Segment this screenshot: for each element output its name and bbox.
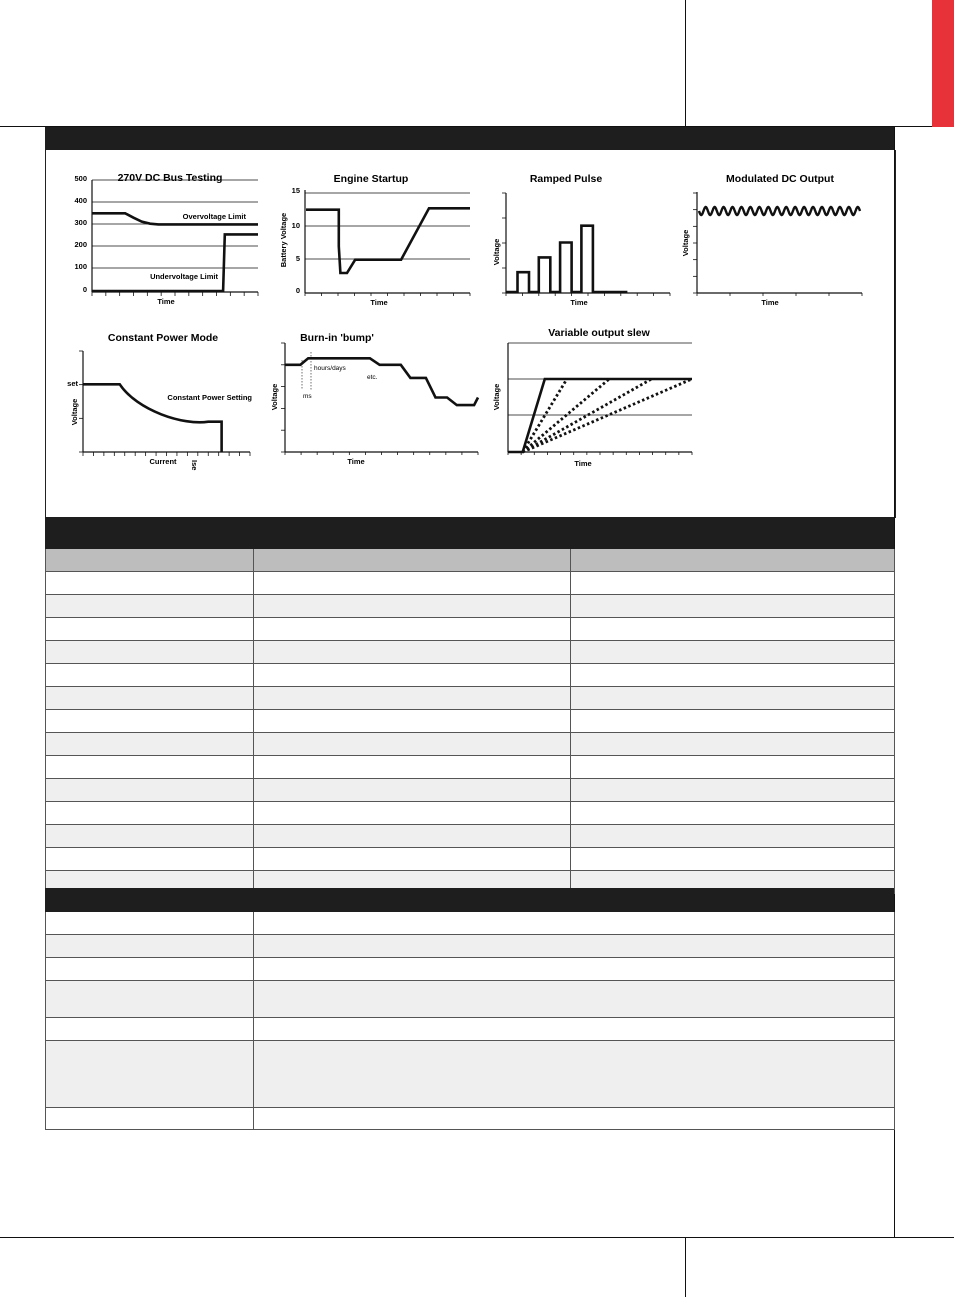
table-row (46, 710, 895, 733)
series-line-dotted (523, 379, 610, 452)
table-row (46, 802, 895, 825)
table-cell (254, 572, 571, 595)
table-cell (254, 779, 571, 802)
annotation-overvoltage: Overvoltage Limit (182, 212, 246, 221)
chart-burn-in-bump (270, 332, 478, 466)
x-axis-label: Time (570, 298, 588, 307)
table-cell (571, 825, 895, 848)
table-cell (46, 802, 254, 825)
x-axis-label: Time (157, 297, 175, 306)
table-row (46, 756, 895, 779)
table-cell (46, 664, 254, 687)
table-cell (46, 848, 254, 871)
table-row (46, 1018, 895, 1041)
x-axis-setpoint-label: Ise (190, 460, 199, 471)
series-line-undervoltage (92, 234, 258, 291)
specifications-table (45, 549, 895, 894)
table-cell (46, 572, 254, 595)
table-row (46, 641, 895, 664)
table-cell (46, 618, 254, 641)
chart-variable-slew (492, 327, 692, 468)
table-cell (46, 1018, 254, 1041)
table-cell (254, 935, 895, 958)
table-cell (254, 733, 571, 756)
table-cell (254, 1108, 895, 1130)
chart-modulated-dc (681, 173, 862, 307)
waveform-charts (0, 0, 954, 520)
y-axis-label: Voltage (492, 383, 501, 411)
table-cell (46, 1108, 254, 1130)
y-tick-label: 5 (295, 254, 300, 263)
chart-ramped-pulse (492, 173, 670, 307)
table-row (46, 1108, 895, 1130)
table-row (46, 981, 895, 1018)
y-tick-label: 500 (74, 174, 87, 183)
table-cell (254, 802, 571, 825)
table-header-row (46, 549, 895, 572)
table-cell (571, 641, 895, 664)
table-row (46, 935, 895, 958)
x-axis-label: Time (347, 457, 365, 466)
x-axis-label: Current (149, 457, 177, 466)
x-axis-label: Time (761, 298, 779, 307)
table-cell (46, 641, 254, 664)
table-cell (571, 618, 895, 641)
table-cell (46, 981, 254, 1018)
table-cell (46, 687, 254, 710)
table-cell (254, 756, 571, 779)
table-row (46, 687, 895, 710)
table-cell (571, 848, 895, 871)
table-row (46, 664, 895, 687)
series-line-dotted (523, 379, 567, 452)
chart-title: 270V DC Bus Testing (117, 172, 223, 184)
table-cell (254, 687, 571, 710)
annotation-constant-power: Constant Power Setting (167, 393, 252, 402)
table-row (46, 958, 895, 981)
series-line-dotted (523, 379, 692, 452)
annotation-undervoltage: Undervoltage Limit (150, 272, 218, 281)
table-cell (571, 756, 895, 779)
bottom-vertical-rule (685, 1237, 686, 1297)
x-axis-label: Time (370, 298, 388, 307)
table-cell (254, 710, 571, 733)
chart-engine-startup (279, 173, 470, 307)
table-cell (571, 802, 895, 825)
header-cell (254, 549, 571, 572)
section-header-specifications (45, 517, 894, 549)
chart-title: Engine Startup (333, 173, 409, 185)
chart-title: Ramped Pulse (529, 173, 603, 185)
header-cell (46, 549, 254, 572)
table-cell (46, 825, 254, 848)
table-row (46, 572, 895, 595)
annotation-ms: ms (303, 393, 312, 400)
table-row (46, 848, 895, 871)
y-tick-label: 15 (291, 186, 300, 195)
table-cell (46, 1041, 254, 1108)
y-axis-label: Battery Voltage (279, 212, 288, 268)
table-cell (571, 779, 895, 802)
series-line-ripple (699, 207, 860, 215)
table-row (46, 1041, 895, 1108)
table-row (46, 779, 895, 802)
chart-title: Constant Power Mode (107, 332, 219, 344)
series-line-pulses (506, 226, 627, 292)
table-cell (571, 687, 895, 710)
features-table (45, 912, 895, 1130)
table-cell (571, 710, 895, 733)
table-cell (46, 756, 254, 779)
chart-270v-dc-bus (74, 172, 258, 306)
chart-title: Variable output slew (548, 327, 650, 339)
x-axis-label: Time (574, 459, 592, 468)
annotation-etc: etc. (367, 374, 378, 381)
annotation-hours-days: hours/days (314, 365, 346, 372)
table-cell (254, 641, 571, 664)
table-cell (46, 958, 254, 981)
table-cell (254, 958, 895, 981)
table-cell (46, 935, 254, 958)
table-cell (254, 595, 571, 618)
table-cell (571, 733, 895, 756)
table-cell (254, 848, 571, 871)
table-cell (254, 825, 571, 848)
table-cell (254, 664, 571, 687)
section-header-features (45, 888, 894, 912)
table-cell (571, 572, 895, 595)
y-axis-label: Voltage (492, 238, 501, 266)
table-cell (254, 618, 571, 641)
y-tick-label: 200 (74, 240, 87, 249)
table-row (46, 618, 895, 641)
y-tick-label: 300 (74, 218, 87, 227)
table-cell (254, 981, 895, 1018)
table-cell (571, 595, 895, 618)
header-cell (571, 549, 895, 572)
table-cell (46, 779, 254, 802)
table-row (46, 825, 895, 848)
table-cell (46, 733, 254, 756)
chart-title: Burn-in 'bump' (300, 332, 374, 344)
y-axis-label: Voltage (70, 398, 79, 426)
y-tick-label: 100 (74, 262, 87, 271)
table-row (46, 595, 895, 618)
y-tick-label: 10 (291, 221, 300, 230)
table-row (46, 912, 895, 935)
table-cell (46, 710, 254, 733)
y-axis-label: Voltage (270, 383, 279, 411)
table-row (46, 733, 895, 756)
chart-title: Modulated DC Output (726, 173, 834, 185)
table-cell (571, 664, 895, 687)
y-axis-setpoint-label: set (67, 379, 78, 388)
y-axis-label: Voltage (681, 229, 690, 257)
y-tick-label: 0 (295, 286, 300, 295)
y-tick-label: 0 (82, 285, 87, 294)
table-cell (254, 912, 895, 935)
bottom-rule (0, 1237, 954, 1238)
y-tick-label: 400 (74, 196, 87, 205)
series-line-battery (306, 208, 470, 273)
table-cell (46, 912, 254, 935)
table-cell (46, 595, 254, 618)
table-cell (254, 1018, 895, 1041)
table-cell (254, 1041, 895, 1108)
chart-constant-power (67, 332, 252, 470)
